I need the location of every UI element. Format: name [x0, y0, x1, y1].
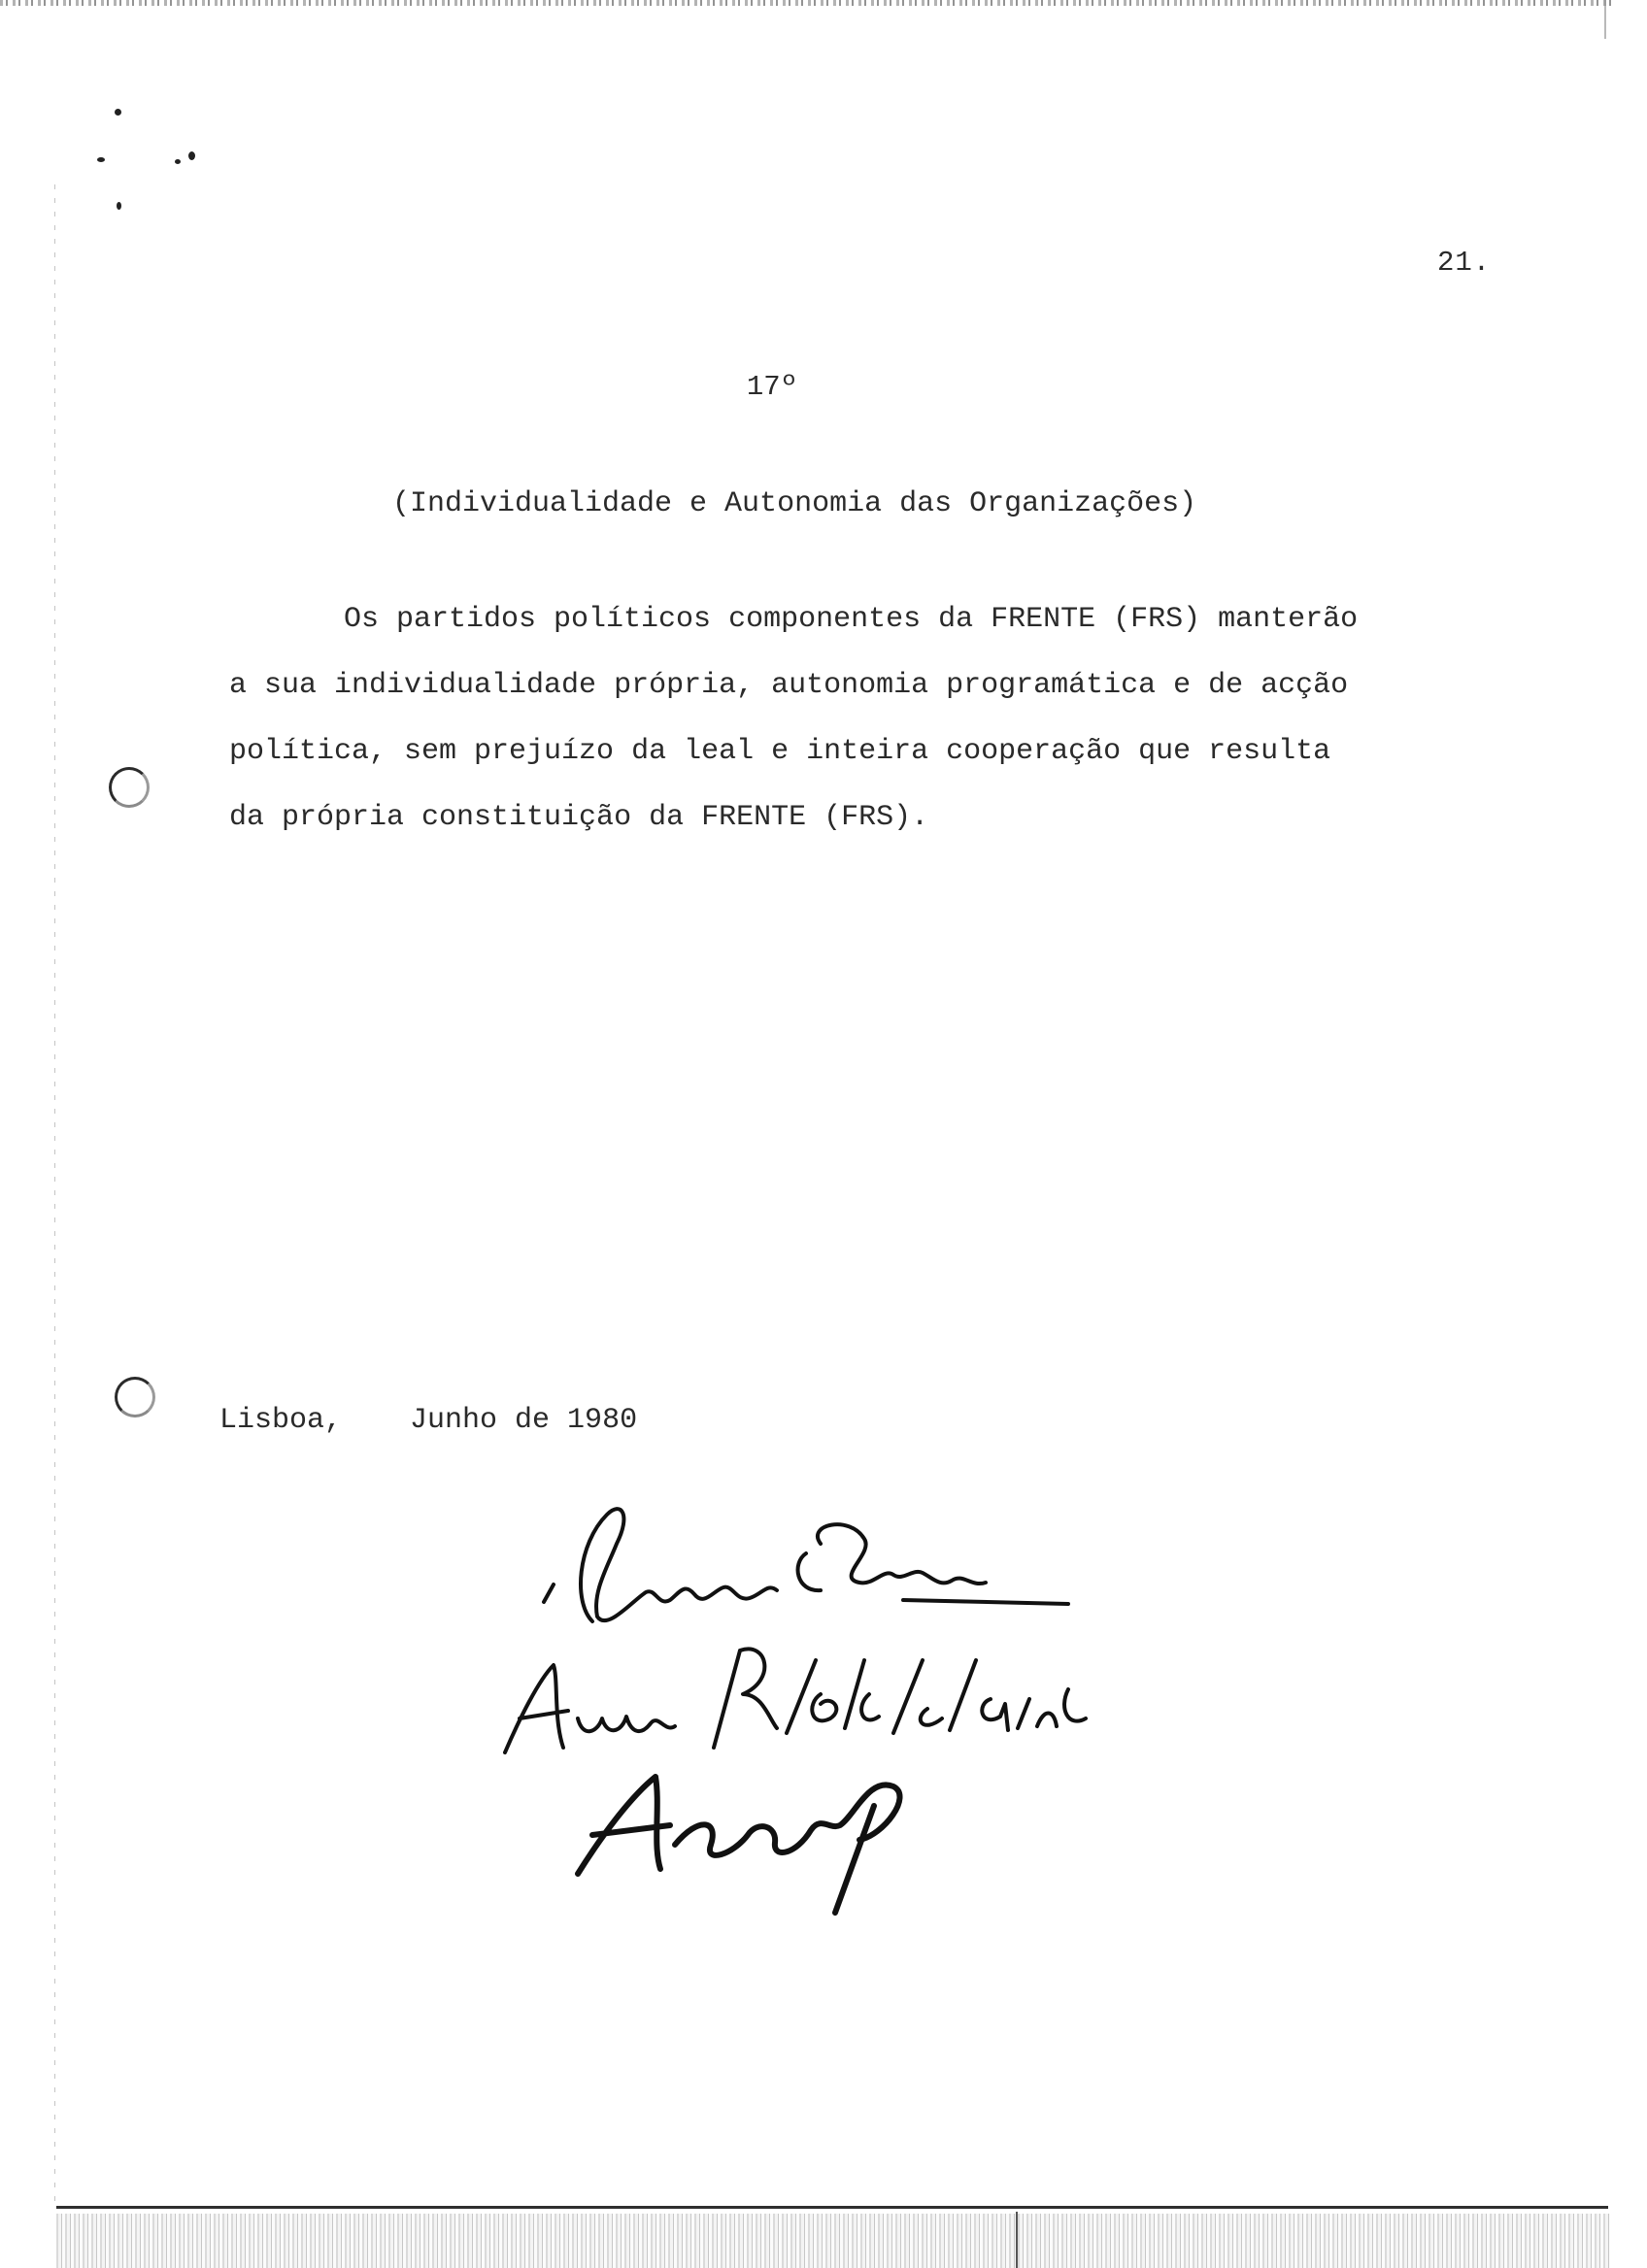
scan-border-top: [0, 0, 1612, 6]
body-line: a sua individualidade própria, autonomia programática e de acção: [229, 669, 1349, 702]
scan-speck: [188, 151, 195, 160]
scan-border-divider: [1016, 2212, 1018, 2268]
signature-2: [505, 1649, 1086, 1752]
scan-speck: [175, 159, 181, 164]
scan-margin-artifact: [54, 184, 55, 2204]
signature-block: [486, 1485, 1165, 1922]
scan-speck: [117, 202, 121, 210]
scan-speck: [115, 109, 121, 116]
scan-speck: [97, 157, 105, 162]
date: Junho de 1980: [410, 1404, 638, 1437]
scan-border-right: [1604, 0, 1606, 39]
body-line: Os partidos políticos componentes da FRENTE (FRS) manterão: [344, 603, 1359, 636]
scan-border-bottom: [56, 2214, 1610, 2268]
body-line: política, sem prejuízo da leal e inteira cooperação que resulta: [229, 735, 1331, 768]
place-date-line: [219, 1404, 637, 1437]
article-title: (Individualidade e Autonomia das Organizações): [392, 487, 1197, 520]
signature-3: [578, 1777, 900, 1913]
signature-1: [544, 1509, 1068, 1621]
page-number: 21.: [1437, 247, 1492, 279]
page-bottom-rule: [56, 2206, 1608, 2209]
punch-hole: [109, 767, 150, 808]
place: Lisboa,: [219, 1404, 343, 1437]
article-number: 17º: [746, 371, 798, 403]
body-line: da própria constituição da FRENTE (FRS).: [229, 801, 929, 834]
punch-hole: [115, 1377, 155, 1418]
article-body: [229, 586, 1492, 850]
